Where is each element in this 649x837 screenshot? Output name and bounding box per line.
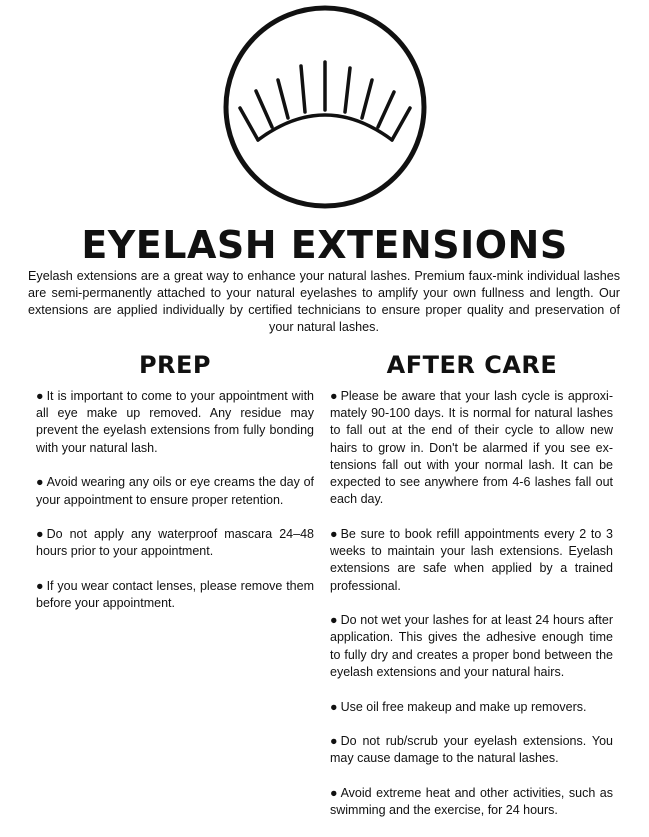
- bullet-icon: ●: [330, 734, 338, 749]
- prep-item: ● Avoid wearing any oils or eye creams the day of your appointment to ensure proper retention.: [36, 475, 314, 507]
- after-care-item: ● Avoid extreme heat and other activities, such as swimming and the exercise, for 24 hours.: [330, 786, 613, 818]
- after-care-list: [330, 388, 613, 837]
- prep-item: ● Do not apply any waterproof mascara 24–48 hours prior to your appointment.: [36, 527, 314, 559]
- intro-paragraph: Eyelash extensions are a great way to enhance your natural lashes. Premium faux-mink individual lashes are semi-permanently attached to your natural eyelashes to amplify your own fullness and length. Our extensions are applied individually by certified technicians to ensure proper quality and preservation of your natural lashes.: [28, 269, 620, 334]
- bullet-icon: ●: [36, 475, 44, 490]
- bullet-icon: ●: [330, 389, 338, 403]
- after-care-item: ● Do not wet your lashes for at least 24 hours after application. This gives the adhesive enough time to fully dry and creates a proper bond between the eyelash extensions and your natural hairs.: [330, 613, 613, 679]
- bullet-icon: ●: [36, 579, 44, 594]
- eyelash-icon: [222, 4, 428, 210]
- after-care-item: ● Be sure to book refill appointments every 2 to 3 weeks to maintain your lash extensions. Eyelash extensions are safe when applied by a trained professional.: [330, 526, 613, 593]
- prep-item: ● It is important to come to your appointment with all eye make up removed. Any residue may prevent the eyelash extensions from fully bonding with your natural lash.: [36, 389, 314, 455]
- after-care-heading: AFTER CARE: [386, 351, 558, 379]
- bullet-icon: ●: [36, 389, 44, 403]
- lash-strokes: [240, 62, 410, 140]
- page-title: EYELASH EXTENSIONS: [81, 223, 568, 267]
- after-care-item: ● Please be aware that your lash cycle is approximately 90-100 days. It is normal for natural lashes to fall out at the end of their cycle to allow new hairs to grow in. Don't be alarmed if you see extensions fall out with your normal lash. It can be expected to see anywhere from 4-6 lashes fall out each day.: [330, 389, 613, 507]
- bullet-icon: ●: [36, 527, 44, 542]
- after-care-item: ● Use oil free makeup and make up removers.: [330, 699, 613, 716]
- bullet-icon: ●: [330, 786, 338, 801]
- lash-line: [258, 115, 392, 140]
- bullet-icon: ●: [330, 699, 338, 714]
- prep-item: ● If you wear contact lenses, please remove them before your appointment.: [36, 579, 314, 611]
- bullet-icon: ●: [330, 613, 338, 628]
- prep-list: [36, 388, 314, 630]
- prep-heading: PREP: [138, 351, 212, 379]
- after-care-item: ● Do not rub/scrub your eyelash extensions. You may cause damage to the natural lashes.: [330, 734, 613, 766]
- bullet-icon: ●: [330, 526, 338, 541]
